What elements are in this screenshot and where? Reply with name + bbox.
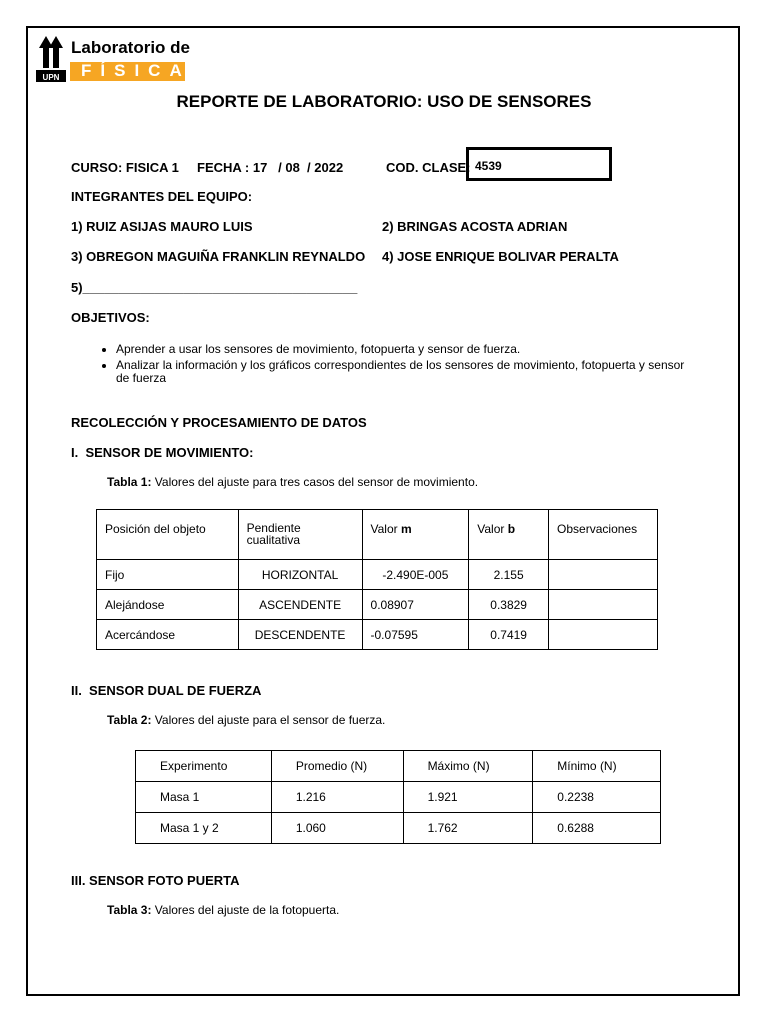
- upn-logo-icon: [36, 34, 66, 82]
- table-cell: Alejándose: [97, 590, 239, 620]
- table-1-header-b-prefix: Valor: [477, 522, 508, 536]
- logo-line1: Laboratorio de: [71, 38, 191, 57]
- table-1-header-b-var: b: [507, 522, 516, 536]
- table-cell: 1.216: [271, 782, 403, 813]
- table-1: [96, 509, 658, 650]
- table-2-header: Experimento: [136, 751, 272, 782]
- table-1-header: Observaciones: [549, 510, 658, 560]
- table-1-header-m-var: m: [400, 522, 412, 536]
- table-row: [97, 590, 658, 620]
- integrantes-label: INTEGRANTES DEL EQUIPO:: [71, 189, 253, 204]
- table-2-caption-label: Tabla 2:: [107, 713, 152, 727]
- objetivo-item: • Aprender a usar los sensores de movimiento, fotopuerta y sensor de fuerza.: [116, 343, 696, 356]
- section-2-heading: II. SENSOR DUAL DE FUERZA: [71, 683, 262, 698]
- table-row: [97, 560, 658, 590]
- table-2-caption: [107, 713, 385, 727]
- table-1-header: [469, 510, 549, 560]
- member-3: 3) OBREGON MAGUIÑA FRANKLIN REYNALDO: [71, 249, 366, 264]
- cod-clase-value: 4539: [475, 159, 502, 173]
- table-cell: HORIZONTAL: [238, 560, 362, 590]
- table-row: [136, 782, 661, 813]
- table-3-caption-text: Valores del ajuste de la fotopuerta.: [151, 903, 340, 917]
- table-cell: 0.7419: [469, 620, 549, 650]
- cod-clase-box: [466, 147, 612, 181]
- table-2-caption-text: Valores del ajuste para el sensor de fuerza.: [151, 713, 386, 727]
- table-1-caption-label: Tabla 1:: [107, 475, 152, 489]
- table-cell: Acercándose: [97, 620, 239, 650]
- table-cell: 1.921: [403, 782, 533, 813]
- section-1-heading: I. SENSOR DE MOVIMIENTO:: [71, 445, 254, 460]
- objetivos-heading: OBJETIVOS:: [71, 310, 150, 325]
- section-3-heading: III. SENSOR FOTO PUERTA: [71, 873, 240, 888]
- table-cell: -0.07595: [362, 620, 469, 650]
- table-3-caption: [107, 903, 339, 917]
- table-cell: [549, 590, 658, 620]
- table-1-header-m-prefix: Valor: [370, 522, 401, 536]
- table-cell: DESCENDENTE: [238, 620, 362, 650]
- table-cell: 0.3829: [469, 590, 549, 620]
- table-2-header-row: [136, 751, 661, 782]
- member-4: 4) JOSE ENRIQUE BOLIVAR PERALTA: [382, 249, 619, 264]
- objetivos-list: [92, 343, 696, 388]
- table-cell: Masa 1 y 2: [136, 813, 272, 844]
- table-row: [136, 813, 661, 844]
- table-2: [135, 750, 661, 844]
- fecha-label: FECHA : 17 / 08 / 2022: [197, 160, 344, 175]
- table-2-header: Máximo (N): [403, 751, 533, 782]
- table-1-header: [362, 510, 469, 560]
- table-2-header: Promedio (N): [271, 751, 403, 782]
- cod-clase-label: COD. CLASE:: [386, 160, 471, 175]
- table-1-header: Pendiente cualitativa: [238, 510, 362, 560]
- table-3-caption-label: Tabla 3:: [107, 903, 152, 917]
- table-cell: ASCENDENTE: [238, 590, 362, 620]
- table-cell: 0.08907: [362, 590, 469, 620]
- table-cell: 0.6288: [533, 813, 661, 844]
- table-cell: Masa 1: [136, 782, 272, 813]
- member-1: 1) RUIZ ASIJAS MAURO LUIS: [71, 219, 253, 234]
- page-title: REPORTE DE LABORATORIO: USO DE SENSORES: [176, 92, 592, 111]
- table-1-header-row: [97, 510, 658, 560]
- table-2-header: Mínimo (N): [533, 751, 661, 782]
- table-cell: 0.2238: [533, 782, 661, 813]
- table-cell: 2.155: [469, 560, 549, 590]
- member-5: 5)______________________________________: [71, 280, 358, 295]
- logo-line2: FÍSICA: [81, 61, 191, 80]
- table-cell: Fijo: [97, 560, 239, 590]
- curso-label: CURSO: FISICA 1: [71, 160, 179, 175]
- table-cell: 1.762: [403, 813, 533, 844]
- table-cell: [549, 620, 658, 650]
- table-1-caption: [107, 475, 478, 489]
- recoleccion-heading: RECOLECCIÓN Y PROCESAMIENTO DE DATOS: [71, 415, 367, 430]
- logo-upn-text: UPN: [42, 73, 60, 82]
- table-1-header: Posición del objeto: [97, 510, 239, 560]
- table-cell: -2.490E-005: [362, 560, 469, 590]
- objetivo-item: • Analizar la información y los gráficos correspondientes de los sensores de movimiento, fotopuerta y sensor de fuerza: [116, 359, 696, 385]
- table-cell: [549, 560, 658, 590]
- table-cell: 1.060: [271, 813, 403, 844]
- member-2: 2) BRINGAS ACOSTA ADRIAN: [382, 219, 568, 234]
- table-1-caption-text: Valores del ajuste para tres casos del sensor de movimiento.: [151, 475, 479, 489]
- table-row: [97, 620, 658, 650]
